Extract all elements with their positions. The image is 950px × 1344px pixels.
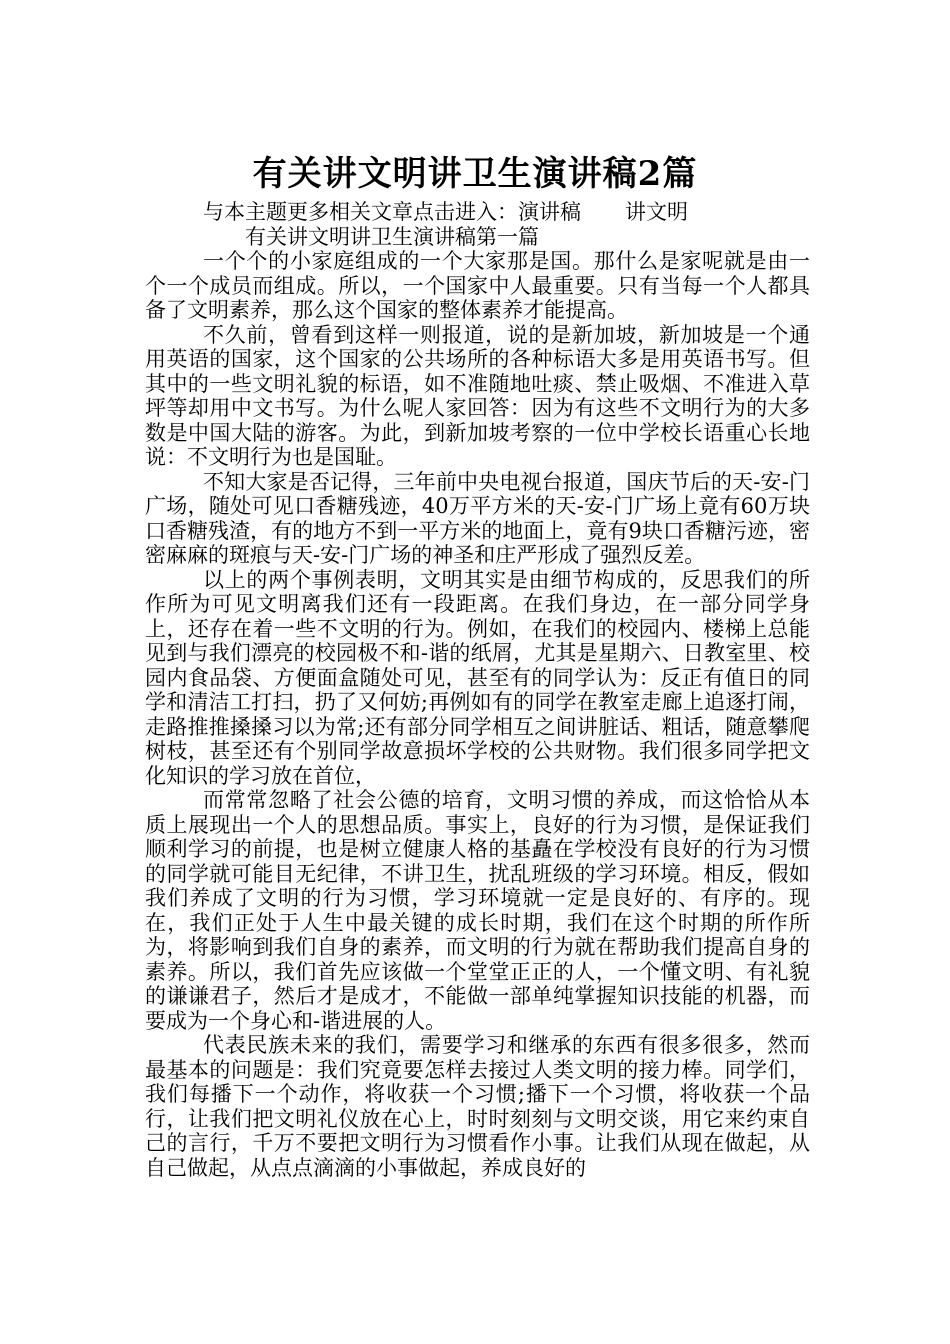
section-subtitle: 有关讲文明讲卫生演讲稿第一篇 — [245, 224, 539, 249]
document-title: 有关讲文明讲卫生演讲稿2篇 — [252, 153, 698, 194]
related-prefix: 与本主题更多相关文章点击进入： — [203, 200, 518, 224]
related-link-civility[interactable]: 讲文明 — [625, 200, 688, 224]
paragraph-2: 不久前，曾看到这样一则报道，说的是新加坡，新加坡是一个通用英语的国家，这个国家的公共场所的各种标语大多是用英语书写。但其中的一些文明礼貌的标语，如不准随地吐痰、禁止吸烟、不准进入草坪等却用中文书写。为什么呢人家回答：因为有这些不文明行为的大多数是中国大陆的游客。为此，到新加坡考察的一位中学校长语重心长地说：不文明行为也是国耻。 — [145, 322, 810, 469]
paragraph-4: 以上的两个事例表明，文明其实是由细节构成的，反思我们的所作所为可见文明离我们还有一段距离。在我们身边，在一部分同学身上，还存在着一些不文明的行为。例如，在我们的校园内、楼梯上总能见到与我们漂亮的校园极不和-谐的纸屑，尤其是星期六、日教室里、校园内食品袋、方便面盒随处可见，甚至有的同学认为：反正有值日的同学和清洁工打扫，扔了又何妨;再例如有的同学在教室走廊上追逐打闹，走路推推搡搡习以为常;还有部分同学相互之间讲脏话、粗话，随意攀爬树枝，甚至还有个别同学故意损坏学校的公共财物。我们很多同学把文化知识的学习放在首位， — [145, 567, 810, 788]
paragraph-3: 不知大家是否记得，三年前中央电视台报道，国庆节后的天-安-门广场，随处可见口香糖残迹，40万平方米的天-安-门广场上竟有60万块口香糖残渣，有的地方不到一平方米的地面上，竟有9块口香糖污迹，密密麻麻的斑痕与天-安-门广场的神圣和庄严形成了强烈反差。 — [145, 469, 810, 567]
related-articles-line — [145, 200, 810, 225]
paragraph-6: 代表民族未来的我们，需要学习和继承的东西有很多很多，然而最基本的问题是：我们究竟要怎样去接过人类文明的接力棒。同学们，我们每播下一个动作，将收获一个习惯;播下一个习惯，将收获一个品行，让我们把文明礼仪放在心上，时时刻刻与文明交谈，用它来约束自己的言行，千万不要把文明行为习惯看作小事。让我们从现在做起，从自己做起，从点点滴滴的小事做起，养成良好的 — [145, 1033, 810, 1180]
paragraph-5: 而常常忽略了社会公德的培育，文明习惯的养成，而这恰恰从本质上展现出一个人的思想品质。事实上，良好的行为习惯，是保证我们顺利学习的前提，也是树立健康人格的基矗在学校没有良好的行为习惯的同学就可能目无纪律，不讲卫生，扰乱班级的学习环境。相反，假如我们养成了文明的行为习惯，学习环境就一定是良好的、有序的。现在，我们正处于人生中最关键的成长时期，我们在这个时期的所作所为，将影响到我们自身的素养，而文明的行为就在帮助我们提高自身的素养。所以，我们首先应该做一个堂堂正正的人，一个懂文明、有礼貌的谦谦君子，然后才是成才，不能做一部单纯掌握知识技能的机器，而要成为一个身心和-谐进展的人。 — [145, 788, 810, 1033]
paragraph-1: 一个个的小家庭组成的一个大家那是国。那什么是家呢就是由一个一个成员而组成。所以，一个国家中人最重要。只有当每一个人都具备了文明素养，那么这个国家的整体素养才能提高。 — [145, 249, 810, 322]
related-link-speech[interactable]: 演讲稿 — [518, 200, 581, 224]
document-body — [145, 200, 810, 1180]
